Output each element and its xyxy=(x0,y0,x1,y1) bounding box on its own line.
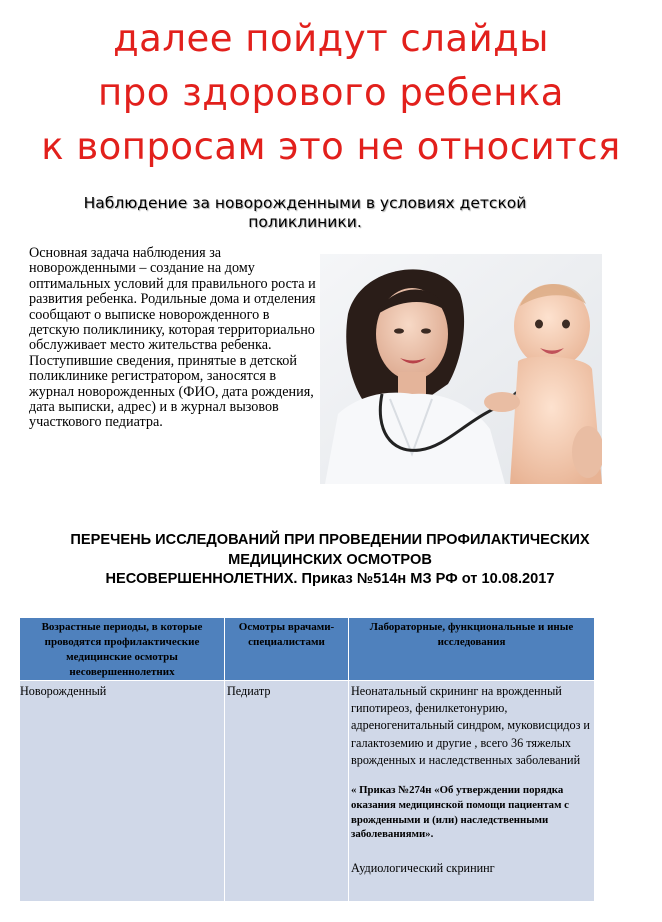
cell-specialist: Педиатр xyxy=(225,681,349,902)
cell-period: Новорожденный xyxy=(20,681,225,902)
table-row xyxy=(20,681,595,902)
examinations-list-title xyxy=(20,531,640,590)
list-title-line-2: МЕДИЦИНСКИХ ОСМОТРОВ xyxy=(228,551,432,568)
section-title: Наблюдение за новорожденными в условиях детской поликлиники. xyxy=(83,194,527,231)
list-title-line-3: НЕСОВЕРШЕННОЛЕТНИХ. Приказ №514н МЗ РФ от 10.08.2017 xyxy=(105,571,555,587)
table-header-row xyxy=(20,618,595,681)
neonatal-screening-text: Неонатальный скрининг на врожденный гипотиреоз, фенилкетонурию, адреногенитальный синдром, муковисцидоз и галактоземию и другие , всего 36 тяжелых врожденных и наследственных заболеваний xyxy=(351,684,590,767)
slide-title xyxy=(0,12,662,174)
photo-illustration xyxy=(320,254,602,484)
title-line-3: к вопросам это не относится xyxy=(41,125,621,168)
audiology-screening-text: Аудиологический скрининг xyxy=(351,861,495,876)
list-title-line-1: ПЕРЕЧЕНЬ ИССЛЕДОВАНИЙ ПРИ ПРОВЕДЕНИИ ПРОФИЛАКТИЧЕСКИХ xyxy=(70,532,590,548)
title-line-2: про здорового ребенка xyxy=(98,71,564,114)
section-text: Основная задача наблюдения за новорожденными – создание на дому оптимальных условий для правильного роста и развития ребенка. Родильные дома и отделения сообщают о выписке новорожденного в детскую поликлинику, которая территориально обслуживает место жительства ребенка. Поступившие сведения, принятые в детской поликлинике регистратором, заносятся в журнал новорожденных (ФИО, дата рождения, дата выписки, адрес) и в журнал вызовов участкового педиатра. xyxy=(29,245,316,431)
header-age-periods: Возрастные периоды, в которые проводятся профилактические медицинские осмотры несовершеннолетних xyxy=(20,618,225,681)
header-specialists: Осмотры врачами-специалистами xyxy=(225,618,349,681)
cell-tests xyxy=(349,681,595,902)
title-line-1: далее пойдут слайды xyxy=(113,17,549,60)
order-274n-reference: « Приказ №274н «Об утверждении порядка оказания медицинской помощи пациентам с врожденными и (или) наследственными заболеваниями». xyxy=(351,784,569,841)
header-lab-tests: Лабораторные, функциональные и иные исследования xyxy=(349,618,595,681)
doctor-baby-photo xyxy=(320,254,602,484)
examinations-table xyxy=(19,617,595,902)
